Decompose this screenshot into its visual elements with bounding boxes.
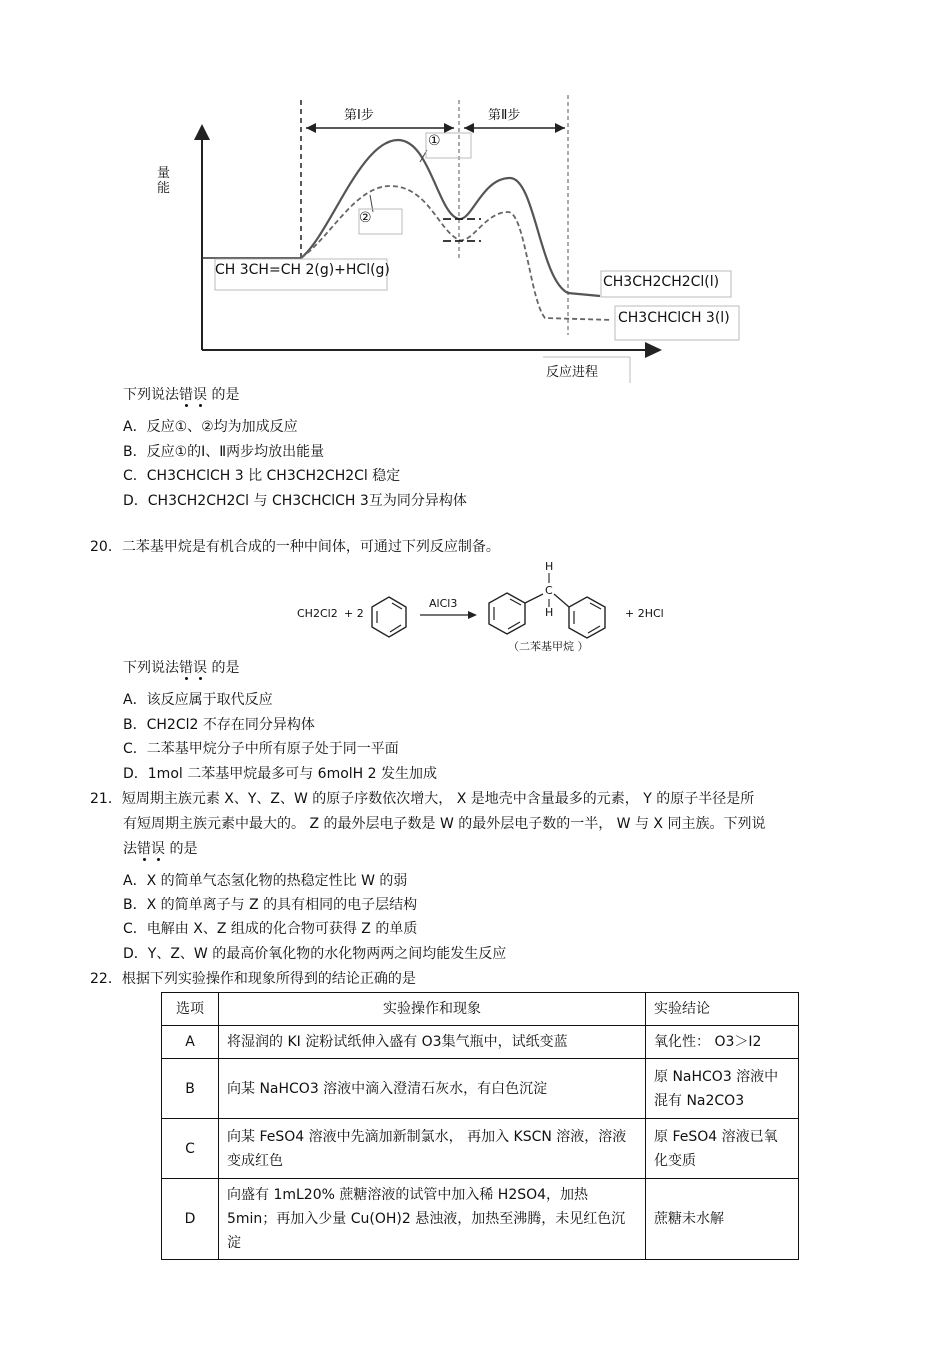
q20-prompt-d: 的是	[211, 660, 240, 676]
step1-label: 第Ⅰ步	[344, 108, 374, 123]
row-a-procedure: 将湿润的 KI 淀粉试纸伸入盛有 O3集气瓶中，试纸变蓝	[219, 1026, 646, 1059]
reactant-coefficient: + 2	[344, 607, 364, 620]
q21-option-d: D．Y、Z、W 的最高价氧化物的水化物两两之间均能发生反应	[123, 946, 507, 962]
product-hcl: + 2HCl	[625, 607, 664, 620]
q21-line3-d: 的是	[165, 841, 198, 857]
reactant-ch2cl2: CH2Cl2	[297, 607, 338, 620]
step2-arrow-left	[464, 123, 474, 133]
q20-prompt-a: 下列说法	[123, 660, 179, 676]
q20-option-d: D．1mol 二苯基甲烷最多可与 6molH 2 发生加成	[123, 766, 438, 782]
q20-reaction-scheme	[0, 555, 950, 655]
reactant-label: CH 3CH=CH 2(g)+HCl(g)	[215, 262, 390, 278]
q22-table	[161, 992, 799, 1260]
bond-right	[554, 594, 569, 607]
step2-arrow-right	[555, 123, 565, 133]
q21-line3	[123, 838, 197, 860]
q21-line2: 有短周期主族元素中最大的。 Z 的最外层电子数是 W 的最外层电子数的一半， W 与 X 同主族。下列说	[123, 816, 766, 832]
q20-prompt	[123, 657, 239, 679]
catalyst-label: AlCl3	[429, 597, 458, 610]
atom-h-bottom: H	[545, 606, 554, 619]
q19-option-c: C．CH3CHClCH 3 比 CH3CH2CH2Cl 稳定	[123, 468, 401, 484]
q20-prompt-emph1: 错	[179, 660, 193, 676]
table-row	[162, 1179, 799, 1260]
y-axis-arrow	[194, 124, 210, 140]
q19-option-a: A．反应①、②均为加成反应	[123, 419, 298, 435]
q19-prompt-a: 下列说法	[123, 387, 179, 403]
q21-option-c: C．电解由 X、Z 组成的化合物可获得 Z 的单质	[123, 921, 418, 937]
table-row	[162, 1026, 799, 1059]
step1-arrow-left	[306, 123, 316, 133]
q20-option-a: A．该反应属于取代反应	[123, 692, 273, 708]
q19-option-d: D．CH3CH2CH2Cl 与 CH3CHClCH 3互为同分异构体	[123, 493, 467, 509]
row-c-conclusion: 原 FeSO4 溶液已氧化变质	[646, 1119, 799, 1179]
y-axis-label: 量能	[157, 166, 171, 196]
reaction-arrow-head	[468, 611, 477, 619]
table-row	[162, 1119, 799, 1179]
q20-option-b: B．CH2Cl2 不存在同分异构体	[123, 717, 315, 733]
atom-h-top: H	[545, 560, 554, 573]
product1-label: CH3CH2CH2Cl(l)	[603, 274, 720, 290]
row-b-procedure: 向某 NaHCO3 溶液中滴入澄清石灰水，有白色沉淀	[219, 1059, 646, 1119]
row-d-option: D	[162, 1179, 219, 1260]
header-conclusion: 实验结论	[646, 993, 799, 1026]
q20-stem: 20．二苯基甲烷是有机合成的一种中间体，可通过下列反应制备。	[90, 539, 500, 555]
row-c-option: C	[162, 1119, 219, 1179]
table-row	[162, 1059, 799, 1119]
header-procedure: 实验操作和现象	[219, 993, 646, 1026]
q21-line1: 21．短周期主族元素 X、Y、Z、W 的原子序数依次增大， X 是地壳中含量最多的元素， Y 的原子半径是所	[90, 791, 755, 807]
row-b-conclusion: 原 NaHCO3 溶液中混有 Na2CO3	[646, 1059, 799, 1119]
product2-label: CH3CHClCH 3(l)	[618, 310, 730, 326]
step1-arrow-right	[444, 123, 454, 133]
energy-diagram	[0, 0, 950, 400]
header-option: 选项	[162, 993, 219, 1026]
step2-label: 第Ⅱ步	[488, 108, 521, 123]
x-axis-arrow	[645, 342, 662, 358]
q20-prompt-emph2: 误	[193, 660, 207, 676]
atom-c: C	[545, 584, 553, 597]
q19-prompt	[123, 384, 239, 406]
q19-prompt-d: 的是	[211, 387, 240, 403]
table-header-row	[162, 993, 799, 1026]
row-a-option: A	[162, 1026, 219, 1059]
q21-line3-emph1: 错	[137, 841, 151, 857]
q21-line3-a: 法	[123, 841, 137, 857]
q20-option-c: C．二苯基甲烷分子中所有原子处于同一平面	[123, 741, 399, 757]
q19-prompt-emph1: 错	[179, 387, 193, 403]
row-a-conclusion: 氧化性： O3＞I2	[646, 1026, 799, 1059]
row-c-procedure: 向某 FeSO4 溶液中先滴加新制氯水， 再加入 KSCN 溶液，溶液变成红色	[219, 1119, 646, 1179]
x-axis-label: 反应进程	[546, 365, 599, 380]
q22-stem: 22．根据下列实验操作和现象所得到的结论正确的是	[90, 971, 416, 987]
q19-option-b: B．反应①的Ⅰ、Ⅱ两步均放出能量	[123, 444, 325, 460]
q19-prompt-emph2: 误	[193, 387, 207, 403]
bond-left	[525, 594, 543, 603]
row-b-option: B	[162, 1059, 219, 1119]
product-name: （二苯基甲烷 ）	[508, 640, 589, 653]
q21-line3-emph2: 误	[151, 841, 165, 857]
curve2-marker: ②	[359, 210, 372, 226]
row-d-procedure: 向盛有 1mL20% 蔗糖溶液的试管中加入稀 H2SO4，加热5min；再加入少量 Cu(OH)2 悬浊液，加热至沸腾，未见红色沉淀	[219, 1179, 646, 1260]
q21-option-a: A．X 的简单气态氢化物的热稳定性比 W 的弱	[123, 873, 408, 889]
curve-2	[301, 186, 612, 320]
row-d-conclusion: 蔗糖未水解	[646, 1179, 799, 1260]
q21-option-b: B．X 的简单离子与 Z 的具有相同的电子层结构	[123, 897, 418, 913]
curve1-marker: ①	[428, 133, 441, 149]
